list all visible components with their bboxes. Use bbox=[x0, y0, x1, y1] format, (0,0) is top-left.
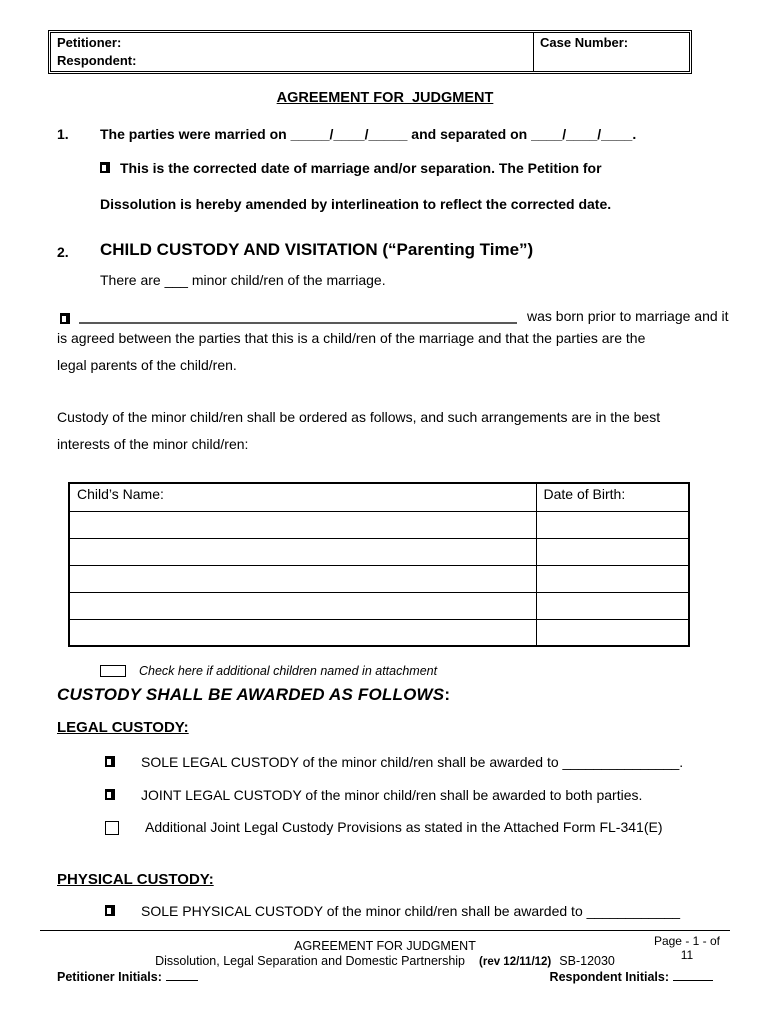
joint-legal-custody-text: JOINT LEGAL CUSTODY of the minor child/ren shall be awarded to both parties. bbox=[141, 787, 643, 803]
dob-cell[interactable] bbox=[536, 538, 689, 565]
footer-title: AGREEMENT FOR JUDGMENT bbox=[294, 939, 476, 953]
dob-cell[interactable] bbox=[536, 565, 689, 592]
born-prior-row bbox=[57, 302, 729, 324]
born-prior-text: was born prior to marriage and it bbox=[527, 308, 729, 324]
page-total: 11 bbox=[680, 948, 694, 962]
sole-legal-custody-row bbox=[57, 754, 713, 776]
page-number-label: Page - 1 - of bbox=[653, 934, 720, 948]
respondent-initials-label: Respondent Initials: bbox=[549, 970, 669, 984]
petitioner-initials bbox=[57, 970, 198, 984]
table-row bbox=[69, 592, 689, 619]
form-title: AGREEMENT FOR JUDGMENT bbox=[276, 90, 494, 106]
page-number bbox=[654, 934, 720, 962]
dob-cell[interactable] bbox=[536, 511, 689, 538]
respondent-initials bbox=[550, 970, 713, 984]
footer-form-number: SB-12030 bbox=[559, 954, 615, 968]
section-2-heading-row bbox=[57, 240, 713, 264]
case-number-cell[interactable] bbox=[534, 32, 690, 72]
additional-provisions-text: Additional Joint Legal Custody Provisions as stated in the Attached Form FL-341(E) bbox=[145, 819, 663, 835]
additional-children-checkbox[interactable] bbox=[100, 665, 126, 677]
joint-legal-custody-row bbox=[57, 787, 713, 809]
respondent-label: Respondent: bbox=[57, 53, 137, 68]
section-2-heading: CHILD CUSTODY AND VISITATION (“Parenting Time”) bbox=[100, 240, 534, 259]
petitioner-initials-field[interactable] bbox=[166, 970, 198, 981]
table-row bbox=[69, 619, 689, 646]
corrected-date-checkbox[interactable] bbox=[100, 162, 110, 173]
dob-header: Date of Birth: bbox=[536, 483, 689, 511]
footer-revision: (rev 12/11/12) bbox=[479, 956, 552, 968]
born-prior-checkbox[interactable] bbox=[60, 313, 70, 324]
additional-provisions-checkbox[interactable] bbox=[105, 821, 119, 835]
additional-provisions-row bbox=[57, 819, 713, 841]
section-2-number: 2. bbox=[57, 244, 69, 260]
custody-awarded-heading: CUSTODY SHALL BE AWARDED AS FOLLOWS: bbox=[57, 685, 451, 704]
parties-cell[interactable] bbox=[50, 32, 534, 72]
additional-children-note: Check here if additional children named in attachment bbox=[139, 664, 438, 678]
case-number-label: Case Number: bbox=[540, 35, 629, 50]
table-row bbox=[69, 538, 689, 565]
sole-legal-custody-checkbox[interactable] bbox=[105, 756, 115, 767]
corrected-date-row bbox=[57, 160, 713, 180]
children-count-line[interactable]: There are ___ minor child/ren of the marriage. bbox=[100, 272, 386, 288]
child-name-header: Child’s Name: bbox=[69, 483, 536, 511]
physical-custody-heading: PHYSICAL CUSTODY: bbox=[57, 871, 214, 888]
custody-intro-line1: Custody of the minor child/ren shall be ordered as follows, and such arrangements are in the best bbox=[57, 409, 661, 425]
page-footer bbox=[40, 930, 730, 984]
footer-initials-row bbox=[40, 970, 730, 984]
case-caption-table bbox=[48, 30, 692, 74]
corrected-date-text-line2: Dissolution is hereby amended by interlineation to reflect the corrected date. bbox=[100, 196, 612, 212]
child-name-cell[interactable] bbox=[69, 511, 536, 538]
corrected-date-text: This is the corrected date of marriage and/or separation. The Petition for bbox=[120, 160, 602, 176]
sole-physical-custody-text: SOLE PHYSICAL CUSTODY of the minor child/ren shall be awarded to ____________ bbox=[141, 903, 681, 919]
additional-children-row bbox=[57, 663, 713, 679]
footer-subtitle: Dissolution, Legal Separation and Domestic Partnership bbox=[155, 954, 466, 968]
born-prior-text-line3: legal parents of the child/ren. bbox=[57, 357, 237, 373]
petitioner-label: Petitioner: bbox=[57, 35, 122, 50]
respondent-initials-field[interactable] bbox=[673, 970, 713, 981]
born-prior-text-line2: is agreed between the parties that this is a child/ren of the marriage and that the parties are the bbox=[57, 330, 646, 346]
footer-subtitle-row bbox=[40, 954, 730, 968]
marriage-date-line bbox=[57, 126, 713, 146]
table-row bbox=[69, 511, 689, 538]
children-table-header-row bbox=[69, 483, 689, 511]
child-name-cell[interactable] bbox=[69, 592, 536, 619]
sole-legal-custody-text: SOLE LEGAL CUSTODY of the minor child/ren shall be awarded to _______________. bbox=[141, 754, 684, 770]
marriage-date-text[interactable]: The parties were married on _____/____/_____ and separated on ____/____/____. bbox=[100, 126, 637, 142]
joint-legal-custody-checkbox[interactable] bbox=[105, 789, 115, 800]
section-1-number: 1. bbox=[57, 126, 69, 142]
table-row bbox=[69, 565, 689, 592]
child-name-cell[interactable] bbox=[69, 538, 536, 565]
petitioner-initials-label: Petitioner Initials: bbox=[57, 970, 162, 984]
sole-physical-custody-row bbox=[57, 903, 713, 925]
dob-cell[interactable] bbox=[536, 619, 689, 646]
children-table bbox=[68, 482, 690, 647]
custody-intro-line2: interests of the minor child/ren: bbox=[57, 436, 249, 452]
legal-custody-heading: LEGAL CUSTODY: bbox=[57, 719, 189, 736]
child-name-blank-field[interactable] bbox=[79, 308, 517, 324]
sole-physical-custody-checkbox[interactable] bbox=[105, 905, 115, 916]
dob-cell[interactable] bbox=[536, 592, 689, 619]
child-name-cell[interactable] bbox=[69, 619, 536, 646]
child-name-cell[interactable] bbox=[69, 565, 536, 592]
